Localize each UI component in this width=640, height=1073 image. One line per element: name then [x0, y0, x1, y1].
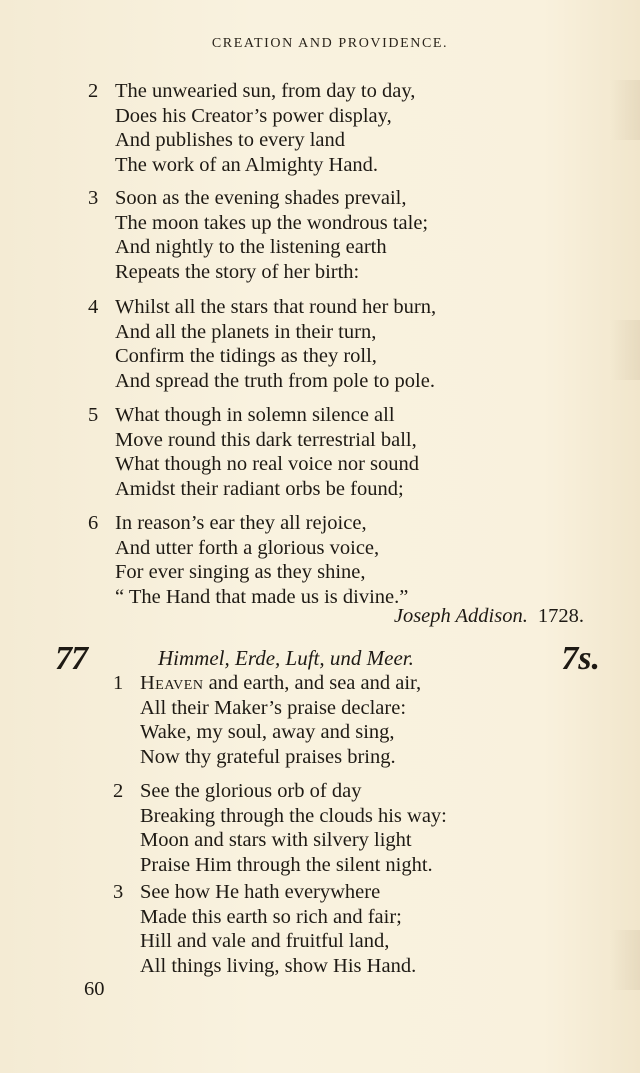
verse-line: “ The Hand that made us is divine.” [115, 585, 409, 608]
first-line-rest: and earth, and sea and air, [203, 672, 422, 694]
author-name: Joseph Addison. [393, 605, 528, 627]
verse-line: Hill and vale and fruitful land, [140, 930, 390, 953]
verse-line: Amidst their radiant orbs be found; [115, 477, 404, 500]
verse-line: Move round this dark terrestrial ball, [115, 428, 417, 451]
hymn-title: Himmel, Erde, Luft, und Meer. [158, 646, 414, 670]
verse-line: What though no real voice nor sound [115, 453, 420, 476]
verse-line: Breaking through the clouds his way: [140, 804, 447, 827]
attribution-year: 1728. [537, 605, 584, 627]
stanza-number: 5 [88, 404, 99, 426]
verse-line: Soon as the evening shades prevail, [115, 187, 407, 209]
verse-line: And nightly to the listening earth [115, 236, 387, 259]
first-word: Heaven [140, 672, 204, 694]
verse-line: All their Maker’s praise declare: [140, 696, 407, 719]
verse-line: The unwearied sun, from day to day, [115, 80, 416, 102]
verse-line: All things living, show His Hand. [140, 954, 417, 977]
verse-line: And publishes to every land [115, 129, 346, 152]
verse-line: Now thy grateful praises bring. [140, 745, 396, 768]
verse-line: The work of an Almighty Hand. [115, 153, 379, 176]
stanza-number: 3 [88, 187, 99, 209]
verse-line: Wake, my soul, away and sing, [140, 721, 395, 744]
verse-line: Praise Him through the silent night. [140, 853, 433, 876]
hymn-meter: 7s. [561, 640, 600, 677]
verse-line: In reason’s ear they all rejoice, [115, 512, 367, 534]
verse-line: And utter forth a glorious voice, [115, 536, 380, 559]
page-bleed-shadow [610, 930, 640, 990]
verse-line: Moon and stars with silvery light [140, 829, 412, 852]
verse-line: See the glorious orb of day [140, 780, 362, 802]
stanza [88, 403, 419, 501]
verse-line: Made this earth so rich and fair; [140, 905, 402, 928]
running-header: CREATION AND PROVIDENCE. [211, 36, 449, 51]
stanza-number: 6 [88, 512, 99, 534]
hymn-number: 77 [55, 640, 87, 677]
stanza [88, 186, 428, 284]
verse-line: And all the planets in their turn, [115, 320, 377, 343]
verse-line: Confirm the tidings as they roll, [115, 345, 377, 368]
verse-line: See how He hath everywhere [140, 881, 381, 903]
verse-line [140, 671, 421, 696]
stanza [88, 79, 415, 177]
stanza-number: 4 [88, 296, 99, 318]
stanza [88, 295, 436, 393]
stanza-number: 1 [113, 672, 124, 694]
verse-line: For ever singing as they shine, [115, 561, 366, 584]
page-bleed-shadow [610, 320, 640, 380]
stanza-number: 2 [88, 80, 99, 102]
verse-line: The moon takes up the wondrous tale; [115, 211, 429, 234]
verse-line: And spread the truth from pole to pole. [115, 369, 435, 392]
verse-line: Repeats the story of her birth: [115, 260, 360, 283]
stanza-number: 2 [113, 780, 124, 802]
hymn-attribution [394, 605, 584, 628]
stanza-number: 3 [113, 881, 124, 903]
verse-line: What though in solemn silence all [115, 404, 395, 426]
stanza [88, 511, 408, 609]
stanza [113, 880, 416, 978]
verse-line: Whilst all the stars that round her burn, [115, 296, 437, 318]
stanza [113, 779, 447, 877]
stanza [113, 671, 421, 769]
page-bleed-shadow [610, 80, 640, 140]
page-number: 60 [84, 978, 105, 1000]
verse-line: Does his Creator’s power display, [115, 104, 392, 127]
